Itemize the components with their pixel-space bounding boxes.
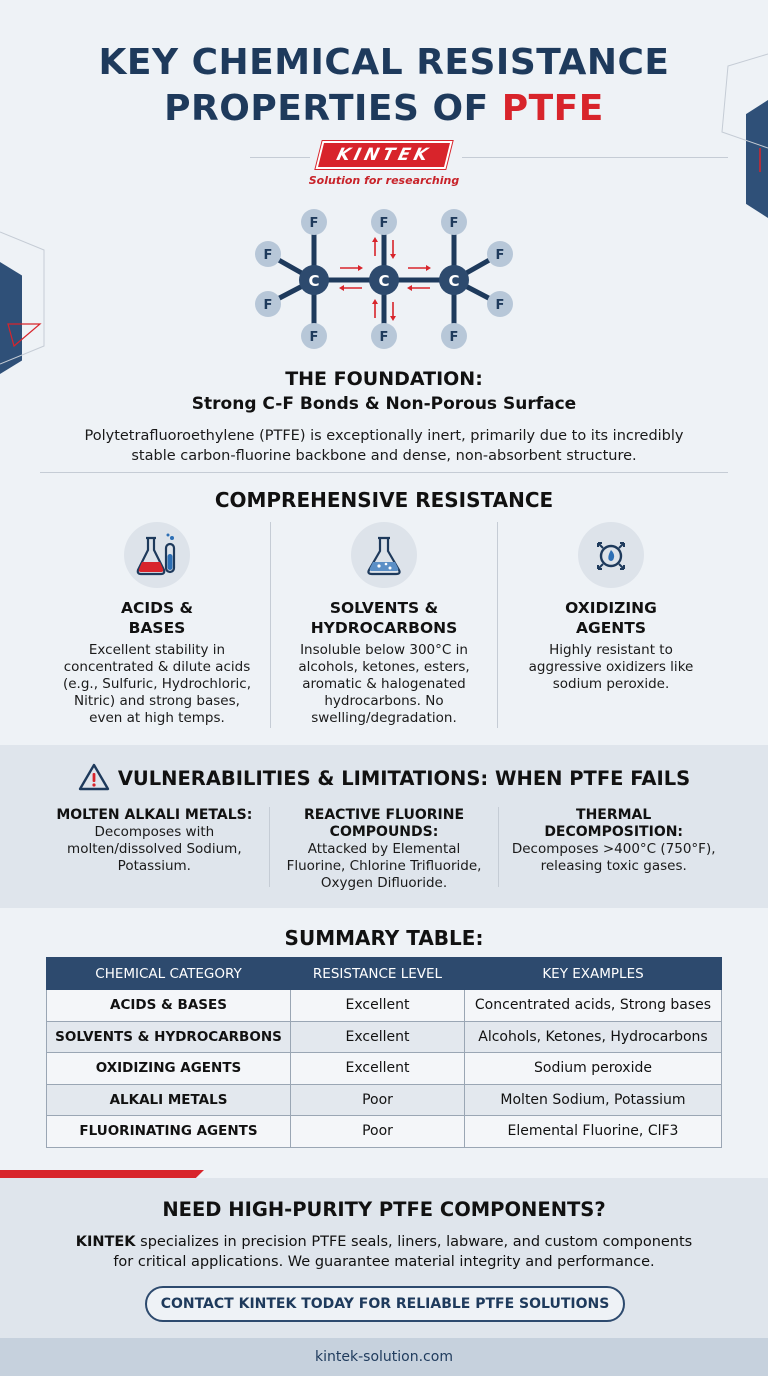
description-line: Fluorine, Chlorine Trifluoride, [286,858,482,874]
resistance-column-solvents [270,522,497,728]
table-cell-examples: Sodium peroxide [465,1053,722,1085]
description-line: sodium peroxide. [552,676,670,692]
resistance-title-line: ACIDS & [120,599,194,617]
table-row [47,1084,722,1116]
description-line: Potassium. [117,858,191,874]
foundation-text-line: Polytetrafluoroethylene (PTFE) is exceptionally inert, primarily due to its incredibly [84,428,684,444]
title-line: THERMAL [576,807,652,823]
title-line: REACTIVE FLUORINE [304,807,465,823]
table-row [47,1053,722,1085]
summary-table [46,957,722,1148]
description-line: Nitric) and strong bases, [74,693,240,709]
resistance-column-oxidizing [497,522,724,728]
table-cell-examples: Molten Sodium, Potassium [465,1084,722,1116]
table-cell-category: ALKALI METALS [47,1084,291,1116]
fluorine-atom: F [495,298,505,313]
title-line-2 [0,86,768,132]
warning-icon [78,763,110,791]
carbon-atom: C [308,272,320,290]
title-line: DECOMPOSITION: [544,824,684,840]
table-row [47,1021,722,1053]
foundation-heading: THE FOUNDATION: [285,368,483,390]
table-cell-category: SOLVENTS & HYDROCARBONS [47,1021,291,1053]
vulnerabilities-heading [0,763,768,791]
table-cell-examples: Alcohols, Ketones, Hydrocarbons [465,1021,722,1053]
cta-text-rest: specializes in precision PTFE seals, liners, labware, and custom components [135,1234,693,1250]
oxidizer-flame-icon [578,522,644,588]
vulnerabilities-heading-text: VULNERABILITIES & LIMITATIONS: WHEN PTFE FAILS [117,767,691,790]
ptfe-molecule-diagram [234,200,534,356]
carbon-atom: C [378,272,390,290]
fluorine-atom: F [495,248,505,263]
cta-text-line: for critical applications. We guarantee material integrity and performance. [113,1254,655,1270]
vulnerability-thermal [498,807,728,887]
cta-heading: NEED HIGH-PURITY PTFE COMPONENTS? [162,1198,606,1221]
vulnerability-description [499,841,728,875]
table-cell-level: Excellent [291,1021,465,1053]
description-line: molten/dissolved Sodium, [67,841,242,857]
section-divider [40,472,728,473]
fluorine-atom: F [263,248,273,263]
vulnerability-description [40,824,269,875]
foundation-text-line: stable carbon-fluorine backbone and dense, non-absorbent structure. [131,448,637,464]
table-cell-level: Excellent [291,990,465,1022]
foundation-section [0,368,768,466]
description-line: Oxygen Difluoride. [320,875,448,891]
table-header-row [47,958,722,990]
acid-bases-flask-icon [124,522,190,588]
table-cell-level: Excellent [291,1053,465,1085]
description-line: concentrated & dilute acids [63,659,251,675]
contact-kintek-button[interactable]: CONTACT KINTEK TODAY FOR RELIABLE PTFE SOLUTIONS [145,1286,625,1322]
resistance-description [502,642,720,693]
red-accent-line [0,1170,204,1178]
description-line: Decomposes >400°C (750°F), [511,841,716,857]
resistance-heading: COMPREHENSIVE RESISTANCE [214,488,554,512]
carbon-atom: C [448,272,460,290]
logo-tagline: Solution for researching [308,174,460,187]
vulnerabilities-columns [40,807,728,891]
description-line: Decomposes with [94,824,215,840]
title-prefix: PROPERTIES OF [164,88,502,129]
resistance-column-acids [44,522,270,728]
description-line: releasing toxic gases. [540,858,687,874]
footer-url[interactable]: kintek-solution.com [0,1338,768,1376]
vulnerability-title: MOLTEN ALKALI METALS: [56,807,253,823]
description-line: hydrocarbons. No [324,693,444,709]
column-header: RESISTANCE LEVEL [291,958,465,990]
resistance-title-line: HYDROCARBONS [310,619,458,637]
fluorine-atom: F [449,216,459,231]
description-line: Highly resistant to [549,642,673,658]
table-cell-category: ACIDS & BASES [47,990,291,1022]
table-cell-level: Poor [291,1084,465,1116]
resistance-title-line: AGENTS [575,619,646,637]
table-cell-level: Poor [291,1116,465,1148]
kintek-logo [0,141,768,187]
cta-section [0,1178,768,1338]
description-line: even at high temps. [89,710,225,726]
cta-text-line [0,1232,768,1252]
fluorine-atom: F [309,330,319,345]
title-line: COMPOUNDS: [329,824,439,840]
foundation-text [0,426,768,466]
description-line: Attacked by Elemental [307,841,461,857]
resistance-description [48,642,266,727]
resistance-title-line: BASES [128,619,186,637]
vulnerability-description [270,841,499,892]
table-cell-examples: Elemental Fluorine, ClF3 [465,1116,722,1148]
resistance-title-line: SOLVENTS & [329,599,439,617]
description-line: alcohols, ketones, esters, [298,659,470,675]
resistance-description [275,642,493,727]
left-outline-shape [0,228,60,388]
description-line: Insoluble below 300°C in [300,642,468,658]
solvent-flask-icon [351,522,417,588]
description-line: (e.g., Sulfuric, Hydrochloric, [62,676,252,692]
resistance-columns [44,522,724,728]
cta-text [0,1232,768,1272]
fluorine-atom: F [449,330,459,345]
fluorine-atom: F [379,330,389,345]
vulnerability-title [499,807,728,841]
fluorine-atom: F [309,216,319,231]
logo-badge: KINTEK [315,141,452,169]
table-row [47,1116,722,1148]
resistance-title-line: OXIDIZING [565,599,657,617]
description-line: aromatic & halogenated [302,676,466,692]
fluorine-atom: F [379,216,389,231]
resistance-title [275,598,493,638]
table-cell-category: OXIDIZING AGENTS [47,1053,291,1085]
description-line: Excellent stability in [88,642,226,658]
vulnerability-title [270,807,499,841]
title-highlight: PTFE [501,88,604,129]
column-header: CHEMICAL CATEGORY [47,958,291,990]
resistance-title [502,598,720,638]
cta-brand: KINTEK [75,1234,136,1250]
summary-heading: SUMMARY TABLE: [284,926,484,950]
table-row [47,990,722,1022]
vulnerabilities-section [0,745,768,908]
column-header: KEY EXAMPLES [465,958,722,990]
description-line: aggressive oxidizers like [528,659,694,675]
fluorine-atom: F [263,298,273,313]
title-line-1: KEY CHEMICAL RESISTANCE [98,42,670,83]
foundation-subheading: Strong C-F Bonds & Non-Porous Surface [191,394,577,414]
table-cell-category: FLUORINATING AGENTS [47,1116,291,1148]
vulnerability-fluorine-compounds [269,807,499,891]
vulnerability-alkali-metals [40,807,269,887]
resistance-title [48,598,266,638]
description-line: swelling/degradation. [311,710,457,726]
table-cell-examples: Concentrated acids, Strong bases [465,990,722,1022]
page-title [0,40,768,132]
